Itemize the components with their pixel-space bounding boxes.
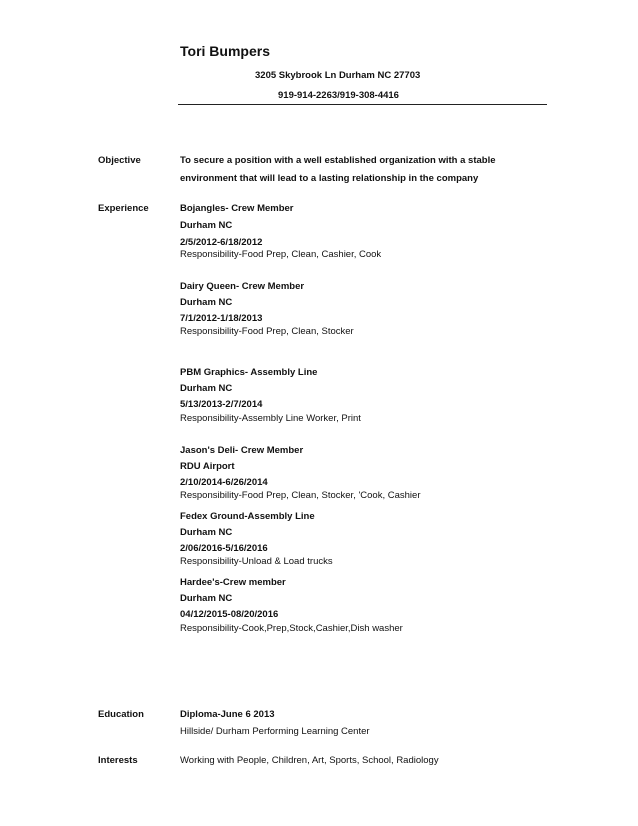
- job-dates: 7/1/2012-1/18/2013: [180, 313, 263, 324]
- job-title: Hardee's-Crew member: [180, 577, 286, 588]
- job-title: Fedex Ground-Assembly Line: [180, 511, 315, 522]
- objective-line-1: To secure a position with a well established organization with a stable: [180, 155, 496, 166]
- experience-label: Experience: [98, 203, 149, 214]
- job-responsibility: Responsibility-Assembly Line Worker, Print: [180, 413, 361, 424]
- job-location: Durham NC: [180, 297, 233, 308]
- education-line-2: Hillside/ Durham Performing Learning Center: [180, 726, 370, 737]
- job-location: Durham NC: [180, 593, 233, 604]
- job-location: Durham NC: [180, 527, 233, 538]
- interests-text: Working with People, Children, Art, Sports, School, Radiology: [180, 755, 439, 766]
- education-label: Education: [98, 709, 144, 720]
- job-location: Durham NC: [180, 383, 233, 394]
- job-responsibility: Responsibility-Cook,Prep,Stock,Cashier,Dish washer: [180, 623, 403, 634]
- resume-phone: 919-914-2263/919-308-4416: [278, 90, 399, 101]
- job-dates: 2/10/2014-6/26/2014: [180, 477, 268, 488]
- job-dates: 5/13/2013-2/7/2014: [180, 399, 263, 410]
- job-dates: 2/06/2016-5/16/2016: [180, 543, 268, 554]
- job-dates: 04/12/2015-08/20/2016: [180, 609, 279, 620]
- job-responsibility: Responsibility-Unload & Load trucks: [180, 556, 333, 567]
- job-title: Dairy Queen- Crew Member: [180, 281, 305, 292]
- objective-label: Objective: [98, 155, 141, 166]
- job-title: Jason's Deli- Crew Member: [180, 445, 304, 456]
- job-responsibility: Responsibility-Food Prep, Clean, Stocker: [180, 326, 354, 337]
- job-dates: 2/5/2012-6/18/2012: [180, 237, 263, 248]
- education-line-1: Diploma-June 6 2013: [180, 709, 275, 720]
- objective-line-2: environment that will lead to a lasting relationship in the company: [180, 173, 479, 184]
- resume-name: Tori Bumpers: [180, 43, 270, 59]
- interests-label: Interests: [98, 755, 138, 766]
- job-title: Bojangles- Crew Member: [180, 203, 294, 214]
- job-location: Durham NC: [180, 220, 233, 231]
- job-location: RDU Airport: [180, 461, 235, 472]
- job-title: PBM Graphics- Assembly Line: [180, 367, 318, 378]
- header-divider: [178, 104, 547, 105]
- job-responsibility: Responsibility-Food Prep, Clean, Cashier, Cook: [180, 249, 382, 260]
- job-responsibility: Responsibility-Food Prep, Clean, Stocker, 'Cook, Cashier: [180, 490, 421, 501]
- resume-address: 3205 Skybrook Ln Durham NC 27703: [255, 70, 421, 81]
